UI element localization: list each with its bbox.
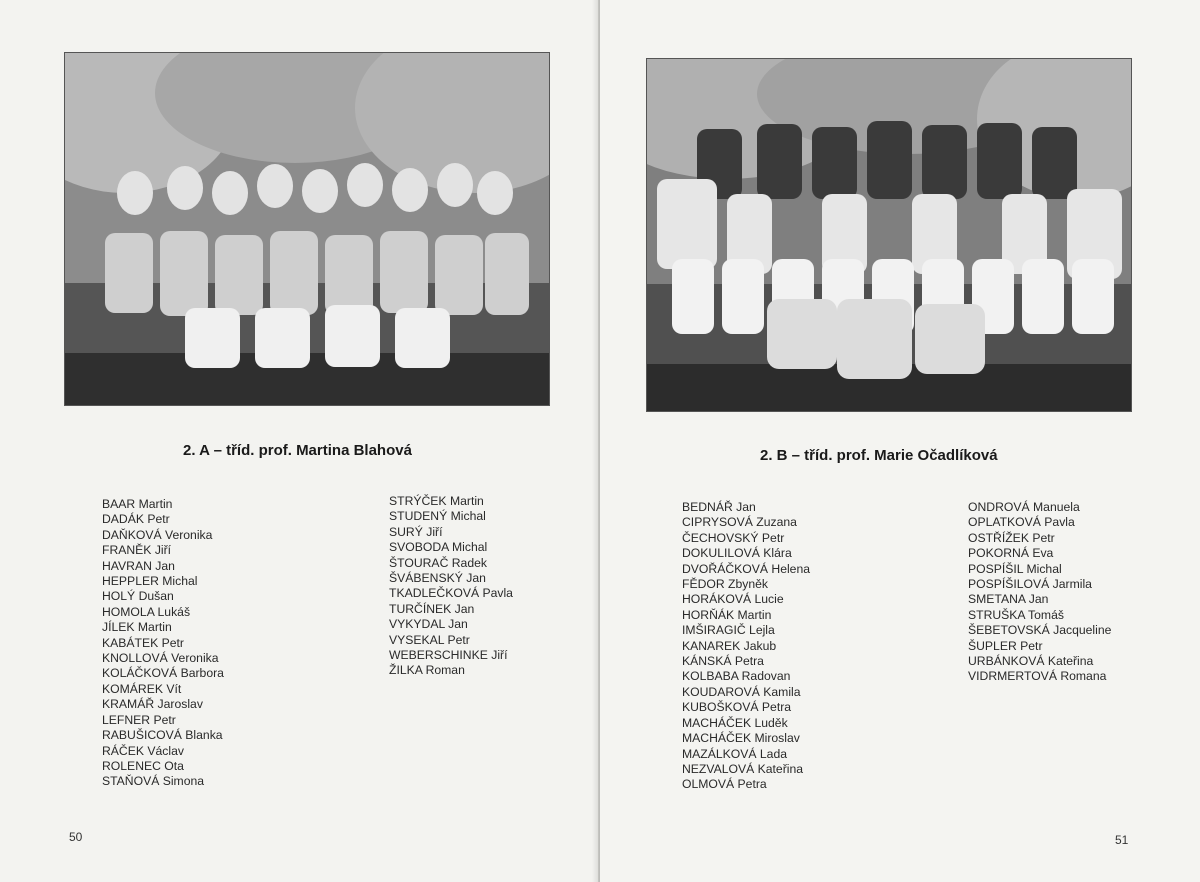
student-name: TURČÍNEK Jan: [389, 601, 475, 616]
student-name: BEDNÁŘ Jan: [682, 500, 756, 514]
student-name: OPLATKOVÁ Pavla: [968, 515, 1075, 530]
student-name: HORŇÁK Martin: [682, 607, 772, 622]
student-name: SURÝ Jiří: [389, 524, 443, 539]
student-name: ROLENEC Ota: [102, 758, 184, 773]
student-name: ŠTOURAČ Radek: [389, 555, 487, 570]
student-name: RABUŠICOVÁ Blanka: [102, 728, 223, 743]
student-name: HORÁKOVÁ Lucie: [682, 592, 784, 607]
student-name: ŠEBETOVSKÁ Jacqueline: [968, 623, 1112, 638]
student-name: KNOLLOVÁ Veronika: [102, 651, 219, 666]
page-number-left: 50: [69, 830, 83, 844]
class-photo-graphic: [647, 59, 1131, 411]
class-2b-list-column-2: [968, 500, 1111, 685]
student-name: HEPPLER Michal: [102, 574, 198, 589]
class-2a-list-column-1: [102, 497, 224, 790]
student-name: VYSEKAL Petr: [389, 632, 470, 647]
student-name: WEBERSCHINKE Jiří: [389, 648, 508, 663]
student-name: KÁNSKÁ Petra: [682, 654, 764, 669]
student-name: ŠUPLER Petr: [968, 638, 1043, 653]
student-name: KANAREK Jakub: [682, 638, 777, 653]
student-name: OLMOVÁ Petra: [682, 777, 767, 792]
student-name: FĚDOR Zbyněk: [682, 577, 769, 592]
student-name: STRUŠKA Tomáš: [968, 607, 1064, 622]
student-name: POKORNÁ Eva: [968, 546, 1054, 561]
student-name: STRÝČEK Martin: [389, 494, 484, 508]
student-name: ČECHOVSKÝ Petr: [682, 530, 785, 545]
class-2a-list-column-2: [389, 494, 513, 679]
student-name: POSPÍŠIL Michal: [968, 561, 1062, 576]
student-name: ŽILKA Roman: [389, 663, 465, 678]
class-2a-caption: 2. A – tříd. prof. Martina Blahová: [183, 442, 412, 459]
student-name: NEZVALOVÁ Kateřina: [682, 761, 804, 776]
student-name: IMŠIRAGIČ Lejla: [682, 623, 775, 638]
student-name: HAVRAN Jan: [102, 558, 175, 573]
class-2a-photo: [64, 52, 550, 406]
student-name: FRANĚK Jiří: [102, 543, 172, 558]
student-name: OSTŘÍŽEK Petr: [968, 530, 1055, 545]
student-name: SVOBODA Michal: [389, 540, 488, 555]
student-name: KRAMÁŘ Jaroslav: [102, 697, 203, 712]
student-name: POSPÍŠILOVÁ Jarmila: [968, 577, 1092, 592]
class-2b-caption: 2. B – tříd. prof. Marie Očadlíková: [760, 447, 998, 464]
class-2b-list-column-1: [682, 500, 810, 793]
student-name: KOLÁČKOVÁ Barbora: [102, 666, 224, 681]
class-2b-photo: [646, 58, 1132, 412]
student-name: STAŇOVÁ Simona: [102, 774, 205, 789]
student-name: SMETANA Jan: [968, 592, 1049, 607]
student-name: HOMOLA Lukáš: [102, 604, 191, 619]
student-name: DOKULILOVÁ Klára: [682, 546, 792, 561]
student-name: ŠVÁBENSKÝ Jan: [389, 571, 486, 586]
student-name: TKADLEČKOVÁ Pavla: [389, 586, 513, 601]
student-name: KABÁTEK Petr: [102, 635, 184, 650]
student-name: MACHÁČEK Miroslav: [682, 731, 800, 746]
student-name: KOUDAROVÁ Kamila: [682, 684, 801, 699]
student-name: URBÁNKOVÁ Kateřina: [968, 654, 1094, 669]
student-name: DVOŘÁČKOVÁ Helena: [682, 561, 811, 576]
student-name: DAŇKOVÁ Veronika: [102, 527, 213, 542]
student-name: JÍLEK Martin: [102, 620, 172, 635]
left-page: [0, 0, 598, 882]
student-name: VYKYDAL Jan: [389, 617, 468, 632]
student-name: VIDRMERTOVÁ Romana: [968, 669, 1107, 684]
student-name: MACHÁČEK Luděk: [682, 715, 788, 730]
class-photo-graphic: [65, 53, 549, 405]
right-page: [600, 0, 1200, 882]
student-name: HOLÝ Dušan: [102, 589, 174, 604]
student-name: CIPRYSOVÁ Zuzana: [682, 515, 797, 530]
student-name: LEFNER Petr: [102, 712, 176, 727]
student-name: MAZÁLKOVÁ Lada: [682, 746, 787, 761]
student-name: DADÁK Petr: [102, 512, 170, 527]
student-name: BAAR Martin: [102, 497, 173, 511]
student-name: ONDROVÁ Manuela: [968, 500, 1080, 514]
student-name: STUDENÝ Michal: [389, 509, 486, 524]
page-number-right: 51: [1115, 833, 1129, 847]
student-name: KOMÁREK Vít: [102, 681, 182, 696]
student-name: KUBOŠKOVÁ Petra: [682, 700, 792, 715]
student-name: KOLBABA Radovan: [682, 669, 791, 684]
student-name: RÁČEK Václav: [102, 743, 184, 758]
